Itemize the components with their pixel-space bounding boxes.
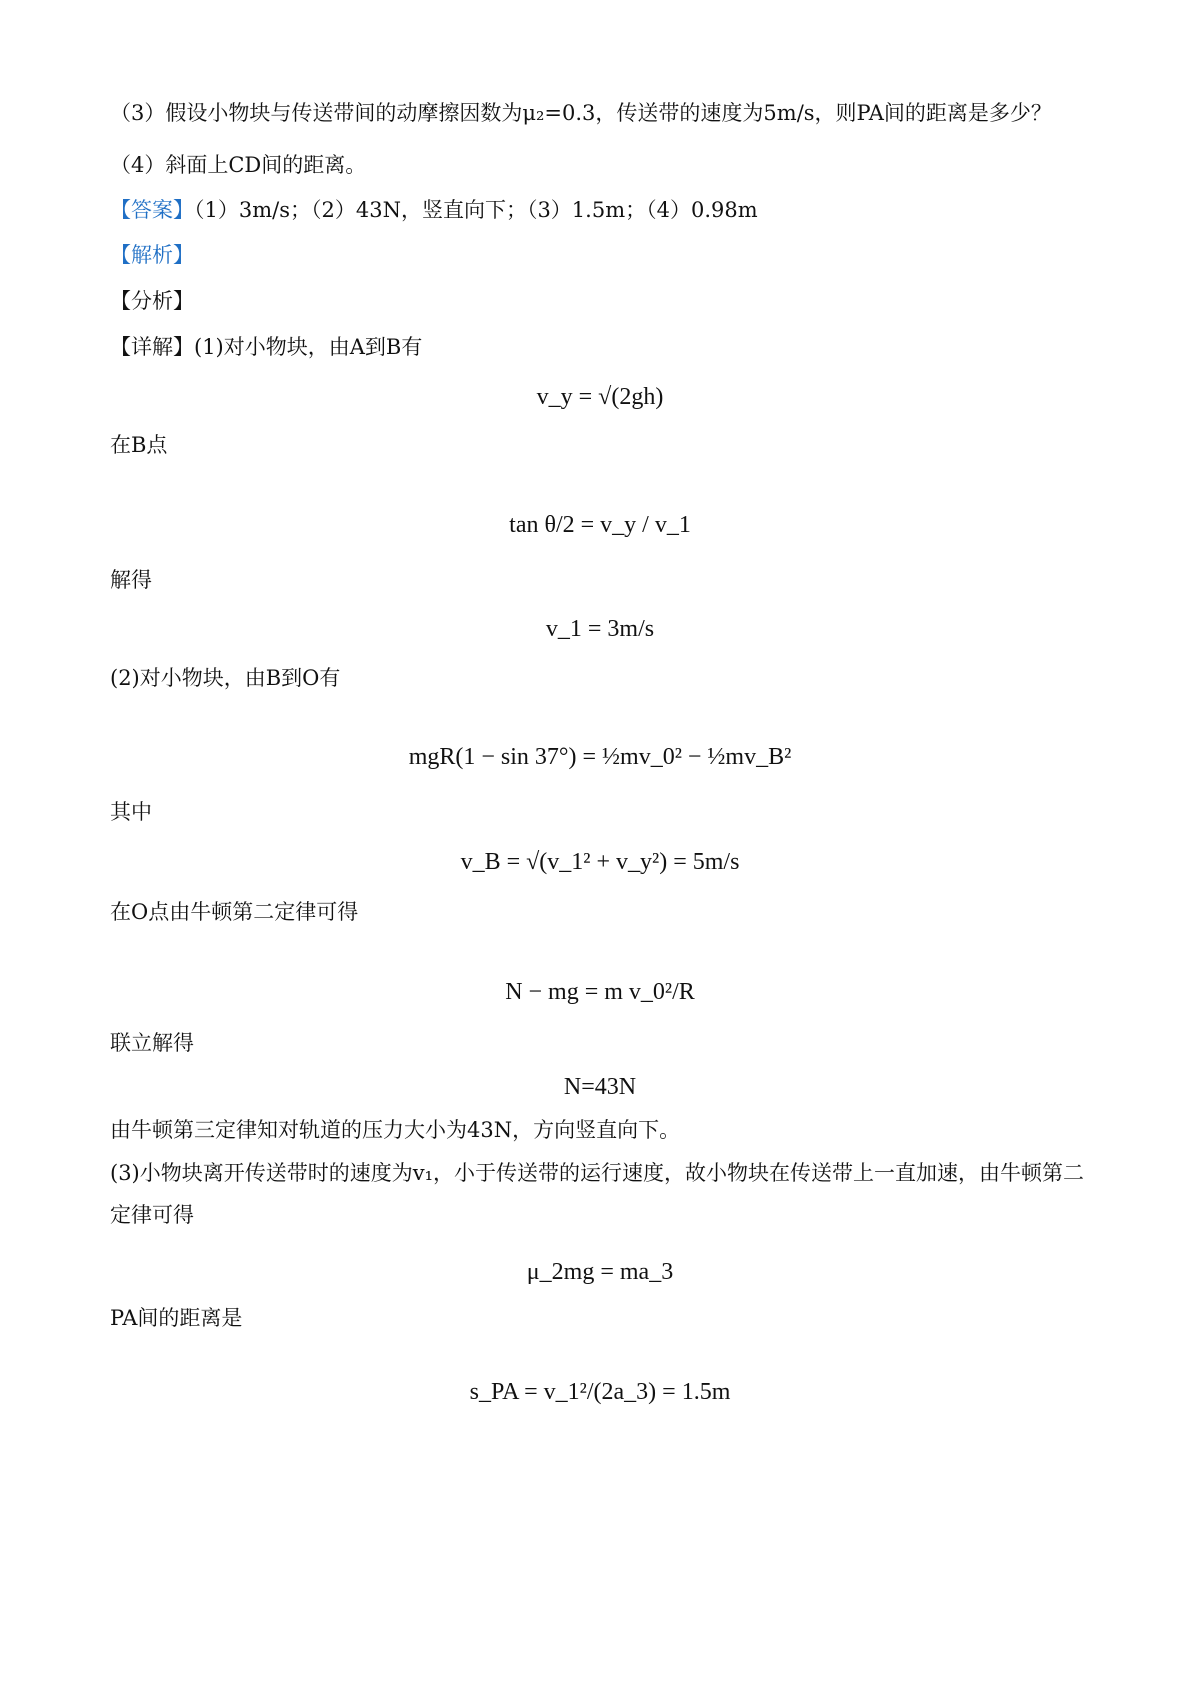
- solve-1: 解得: [110, 568, 152, 592]
- fenxi-tag: 【分析】: [110, 289, 194, 313]
- equation-vy: v_y = √(2gh): [536, 384, 664, 410]
- question-3: （3）假设小物块与传送带间的动摩擦因数为μ₂=0.3，传送带的速度为5m/s，则PA间的距离是多少？: [110, 101, 1052, 125]
- answer-tag: 【答案】: [110, 198, 194, 222]
- analysis-tag: 【解析】: [110, 243, 194, 267]
- question-4: （4）斜面上CD间的距离。: [110, 153, 367, 177]
- answer-text: （1）3m/s；（2）43N，竖直向下；（3）1.5m；（4）0.98m: [194, 198, 758, 222]
- equation-n: N − mg = m v_0²/R: [505, 979, 695, 1005]
- at-point-o: 在O点由牛顿第二定律可得: [110, 900, 359, 924]
- equation-mu: μ_2mg = ma_3: [526, 1259, 674, 1285]
- detail-line-1: [110, 332, 1090, 362]
- detail-line-3b: 定律可得: [110, 1203, 194, 1227]
- equation-n-value: N=43N: [563, 1074, 637, 1100]
- detail-line-3a: (3)小物块离开传送带时的速度为v₁，小于传送带的运行速度，故小物块在传送带上一直加速，由牛顿第二: [110, 1161, 1085, 1185]
- detail-line-2: (2)对小物块，由B到O有: [110, 666, 341, 690]
- answer-line: [110, 195, 1090, 225]
- pa-distance-text: PA间的距离是: [110, 1306, 243, 1330]
- detail-1-text: (1)对小物块，由A到B有: [194, 335, 423, 359]
- third-law-text: 由牛顿第三定律知对轨道的压力大小为43N，方向竖直向下。: [110, 1118, 681, 1142]
- at-point-b: 在B点: [110, 433, 168, 457]
- detail-tag: 【详解】: [110, 335, 194, 359]
- equation-spa: s_PA = v_1²/(2a_3) = 1.5m: [469, 1379, 731, 1405]
- equation-v1: v_1 = 3m/s: [545, 616, 655, 642]
- combine-text: 联立解得: [110, 1031, 194, 1055]
- equation-energy: mgR(1 − sin 37°) = ½mv_0² − ½mv_B²: [408, 744, 792, 770]
- equation-vb: v_B = √(v_1² + v_y²) = 5m/s: [460, 849, 740, 875]
- equation-tan: tan θ/2 = v_y / v_1: [509, 512, 691, 538]
- where-text: 其中: [110, 800, 152, 824]
